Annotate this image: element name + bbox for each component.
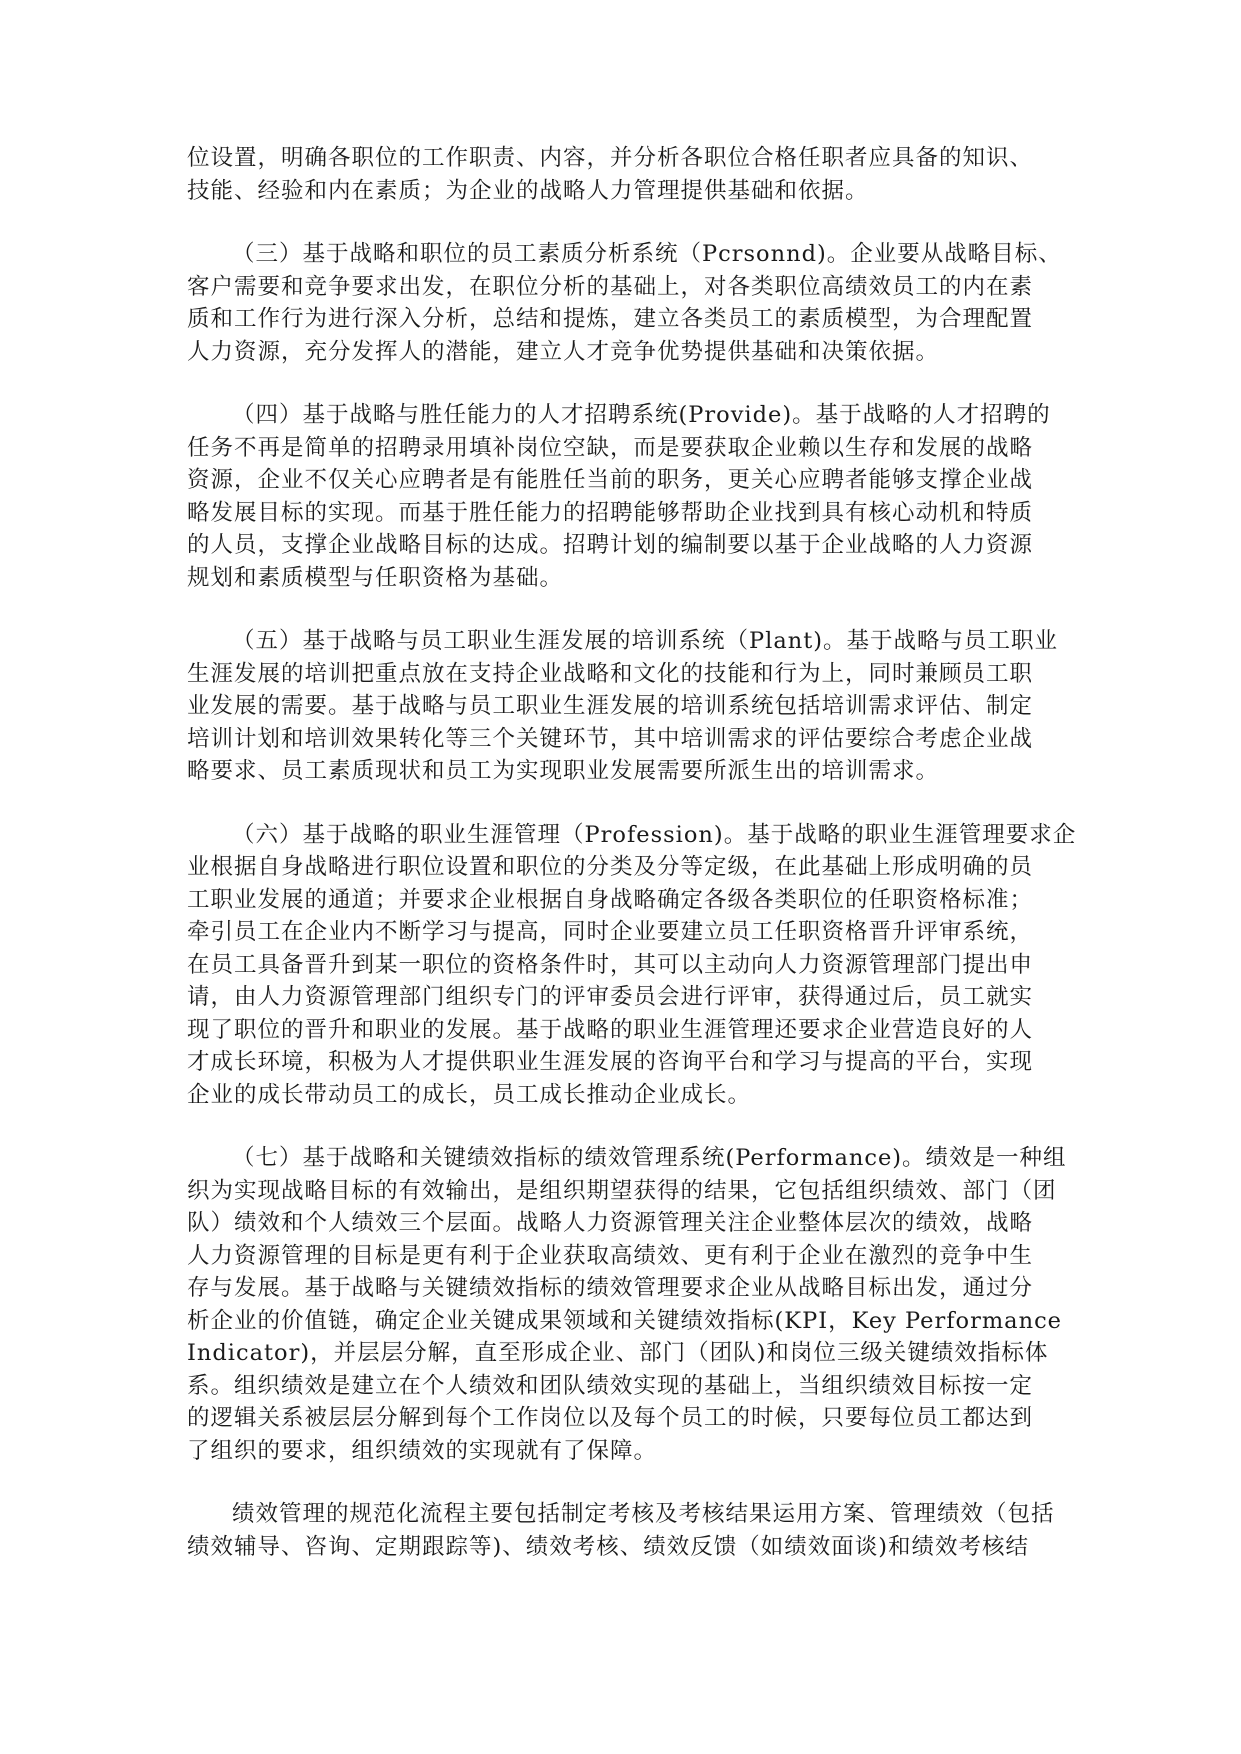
text-line: 析企业的价值链，确定企业关键成果领域和关键绩效指标(KPI，Key Performance xyxy=(187,1307,1062,1334)
text-line: 队）绩效和个人绩效三个层面。战略人力资源管理关注企业整体层次的绩效，战略 xyxy=(187,1210,1034,1236)
text-line: 绩效管理的规范化流程主要包括制定考核及考核结果运用方案、管理绩效（包括 xyxy=(232,1501,1055,1527)
text-line: （五）基于战略与员工职业生涯发展的培训系统（Plant)。基于战略与员工职业 xyxy=(232,628,1059,654)
text-line: 企业的成长带动员工的成长，员工成长推动企业成长。 xyxy=(187,1081,752,1108)
paragraph-performance-process xyxy=(187,1498,1092,1563)
text-line: 绩效辅导、咨询、定期跟踪等)、绩效考核、绩效反馈（如绩效面谈)和绩效考核结 xyxy=(187,1533,1030,1560)
text-line: 业根据自身战略进行职位设置和职位的分类及分等定级，在此基础上形成明确的员 xyxy=(187,854,1034,880)
text-line: 生涯发展的培训把重点放在支持企业战略和文化的技能和行为上，同时兼顾员工职 xyxy=(187,660,1034,687)
text-line: 位设置，明确各职位的工作职责、内容，并分析各职位合格任职者应具备的知识、 xyxy=(187,145,1034,171)
text-line: 系。组织绩效是建立在个人绩效和团队绩效实现的基础上，当组织绩效目标按一定 xyxy=(187,1372,1034,1399)
text-line: （七）基于战略和关键绩效指标的绩效管理系统(Performance)。绩效是一种组 xyxy=(232,1145,1067,1171)
paragraph-job-analysis-continued xyxy=(187,142,1092,207)
text-line: （四）基于战略与胜任能力的人才招聘系统(Provide)。基于战略的人才招聘的 xyxy=(232,402,1051,428)
paragraph-recruitment-system xyxy=(187,399,1092,594)
text-line: 资源，企业不仅关心应聘者是有能胜任当前的职务，更关心应聘者能够支撑企业战 xyxy=(187,467,1034,493)
paragraph-career-management xyxy=(187,819,1092,1112)
text-line: 任务不再是简单的招聘录用填补岗位空缺，而是要获取企业赖以生存和发展的战略 xyxy=(187,434,1034,461)
text-line: Indicator)，并层层分解，直至形成企业、部门（团队)和岗位三级关键绩效指标体 xyxy=(187,1340,1049,1366)
text-line: （六）基于战略的职业生涯管理（Profession)。基于战略的职业生涯管理要求企 xyxy=(232,821,1077,848)
text-line: 的人员，支撑企业战略目标的达成。招聘计划的编制要以基于企业战略的人力资源 xyxy=(187,532,1034,558)
paragraph-personnel-system xyxy=(187,238,1092,368)
text-line: 人力资源管理的目标是更有利于企业获取高绩效、更有利于企业在激烈的竞争中生 xyxy=(187,1242,1034,1269)
text-line: （三）基于战略和职位的员工素质分析系统（Pcrsonnd)。企业要从战略目标、 xyxy=(232,241,1062,267)
document-page xyxy=(187,142,1092,1594)
text-line: 请，由人力资源管理部门组织专门的评审委员会进行评审，获得通过后，员工就实 xyxy=(187,984,1034,1010)
paragraph-training-system xyxy=(187,625,1092,788)
text-line: 的逻辑关系被层层分解到每个工作岗位以及每个员工的时候，只要每位员工都达到 xyxy=(187,1405,1034,1431)
text-line: 略要求、员工素质现状和员工为实现职业发展需要所派生出的培训需求。 xyxy=(187,758,940,784)
text-line: 技能、经验和内在素质；为企业的战略人力管理提供基础和依据。 xyxy=(187,177,869,204)
text-line: 才成长环境，积极为人才提供职业生涯发展的咨询平台和学习与提高的平台，实现 xyxy=(187,1049,1034,1075)
text-line: 质和工作行为进行深入分析，总结和提炼，建立各类员工的素质模型，为合理配置 xyxy=(187,306,1034,332)
text-line: 业发展的需要。基于战略与员工职业生涯发展的培训系统包括培训需求评估、制定 xyxy=(187,693,1034,719)
text-line: 客户需要和竞争要求出发，在职位分析的基础上，对各类职位高绩效员工的内在素 xyxy=(187,273,1034,300)
text-line: 牵引员工在企业内不断学习与提高，同时企业要建立员工任职资格晋升评审系统， xyxy=(187,919,1034,945)
text-line: 工职业发展的通道；并要求企业根据自身战略确定各级各类职位的任职资格标准； xyxy=(187,886,1034,913)
text-line: 现了职位的晋升和职业的发展。基于战略的职业生涯管理还要求企业营造良好的人 xyxy=(187,1016,1034,1043)
text-line: 织为实现战略目标的有效输出，是组织期望获得的结果，它包括组织绩效、部门（团 xyxy=(187,1177,1057,1204)
text-line: 在员工具备晋升到某一职位的资格条件时，其可以主动向人力资源管理部门提出申 xyxy=(187,951,1034,978)
text-line: 略发展目标的实现。而基于胜任能力的招聘能够帮助企业找到具有核心动机和特质 xyxy=(187,499,1034,526)
text-line: 培训计划和培训效果转化等三个关键环节，其中培训需求的评估要综合考虑企业战 xyxy=(187,725,1034,752)
text-line: 规划和素质模型与任职资格为基础。 xyxy=(187,564,564,591)
text-line: 了组织的要求，组织绩效的实现就有了保障。 xyxy=(187,1437,658,1464)
paragraph-performance-system xyxy=(187,1142,1092,1467)
text-line: 存与发展。基于战略与关键绩效指标的绩效管理要求企业从战略目标出发，通过分 xyxy=(187,1275,1034,1301)
text-line: 人力资源，充分发挥人的潜能，建立人才竞争优势提供基础和决策依据。 xyxy=(187,338,940,365)
